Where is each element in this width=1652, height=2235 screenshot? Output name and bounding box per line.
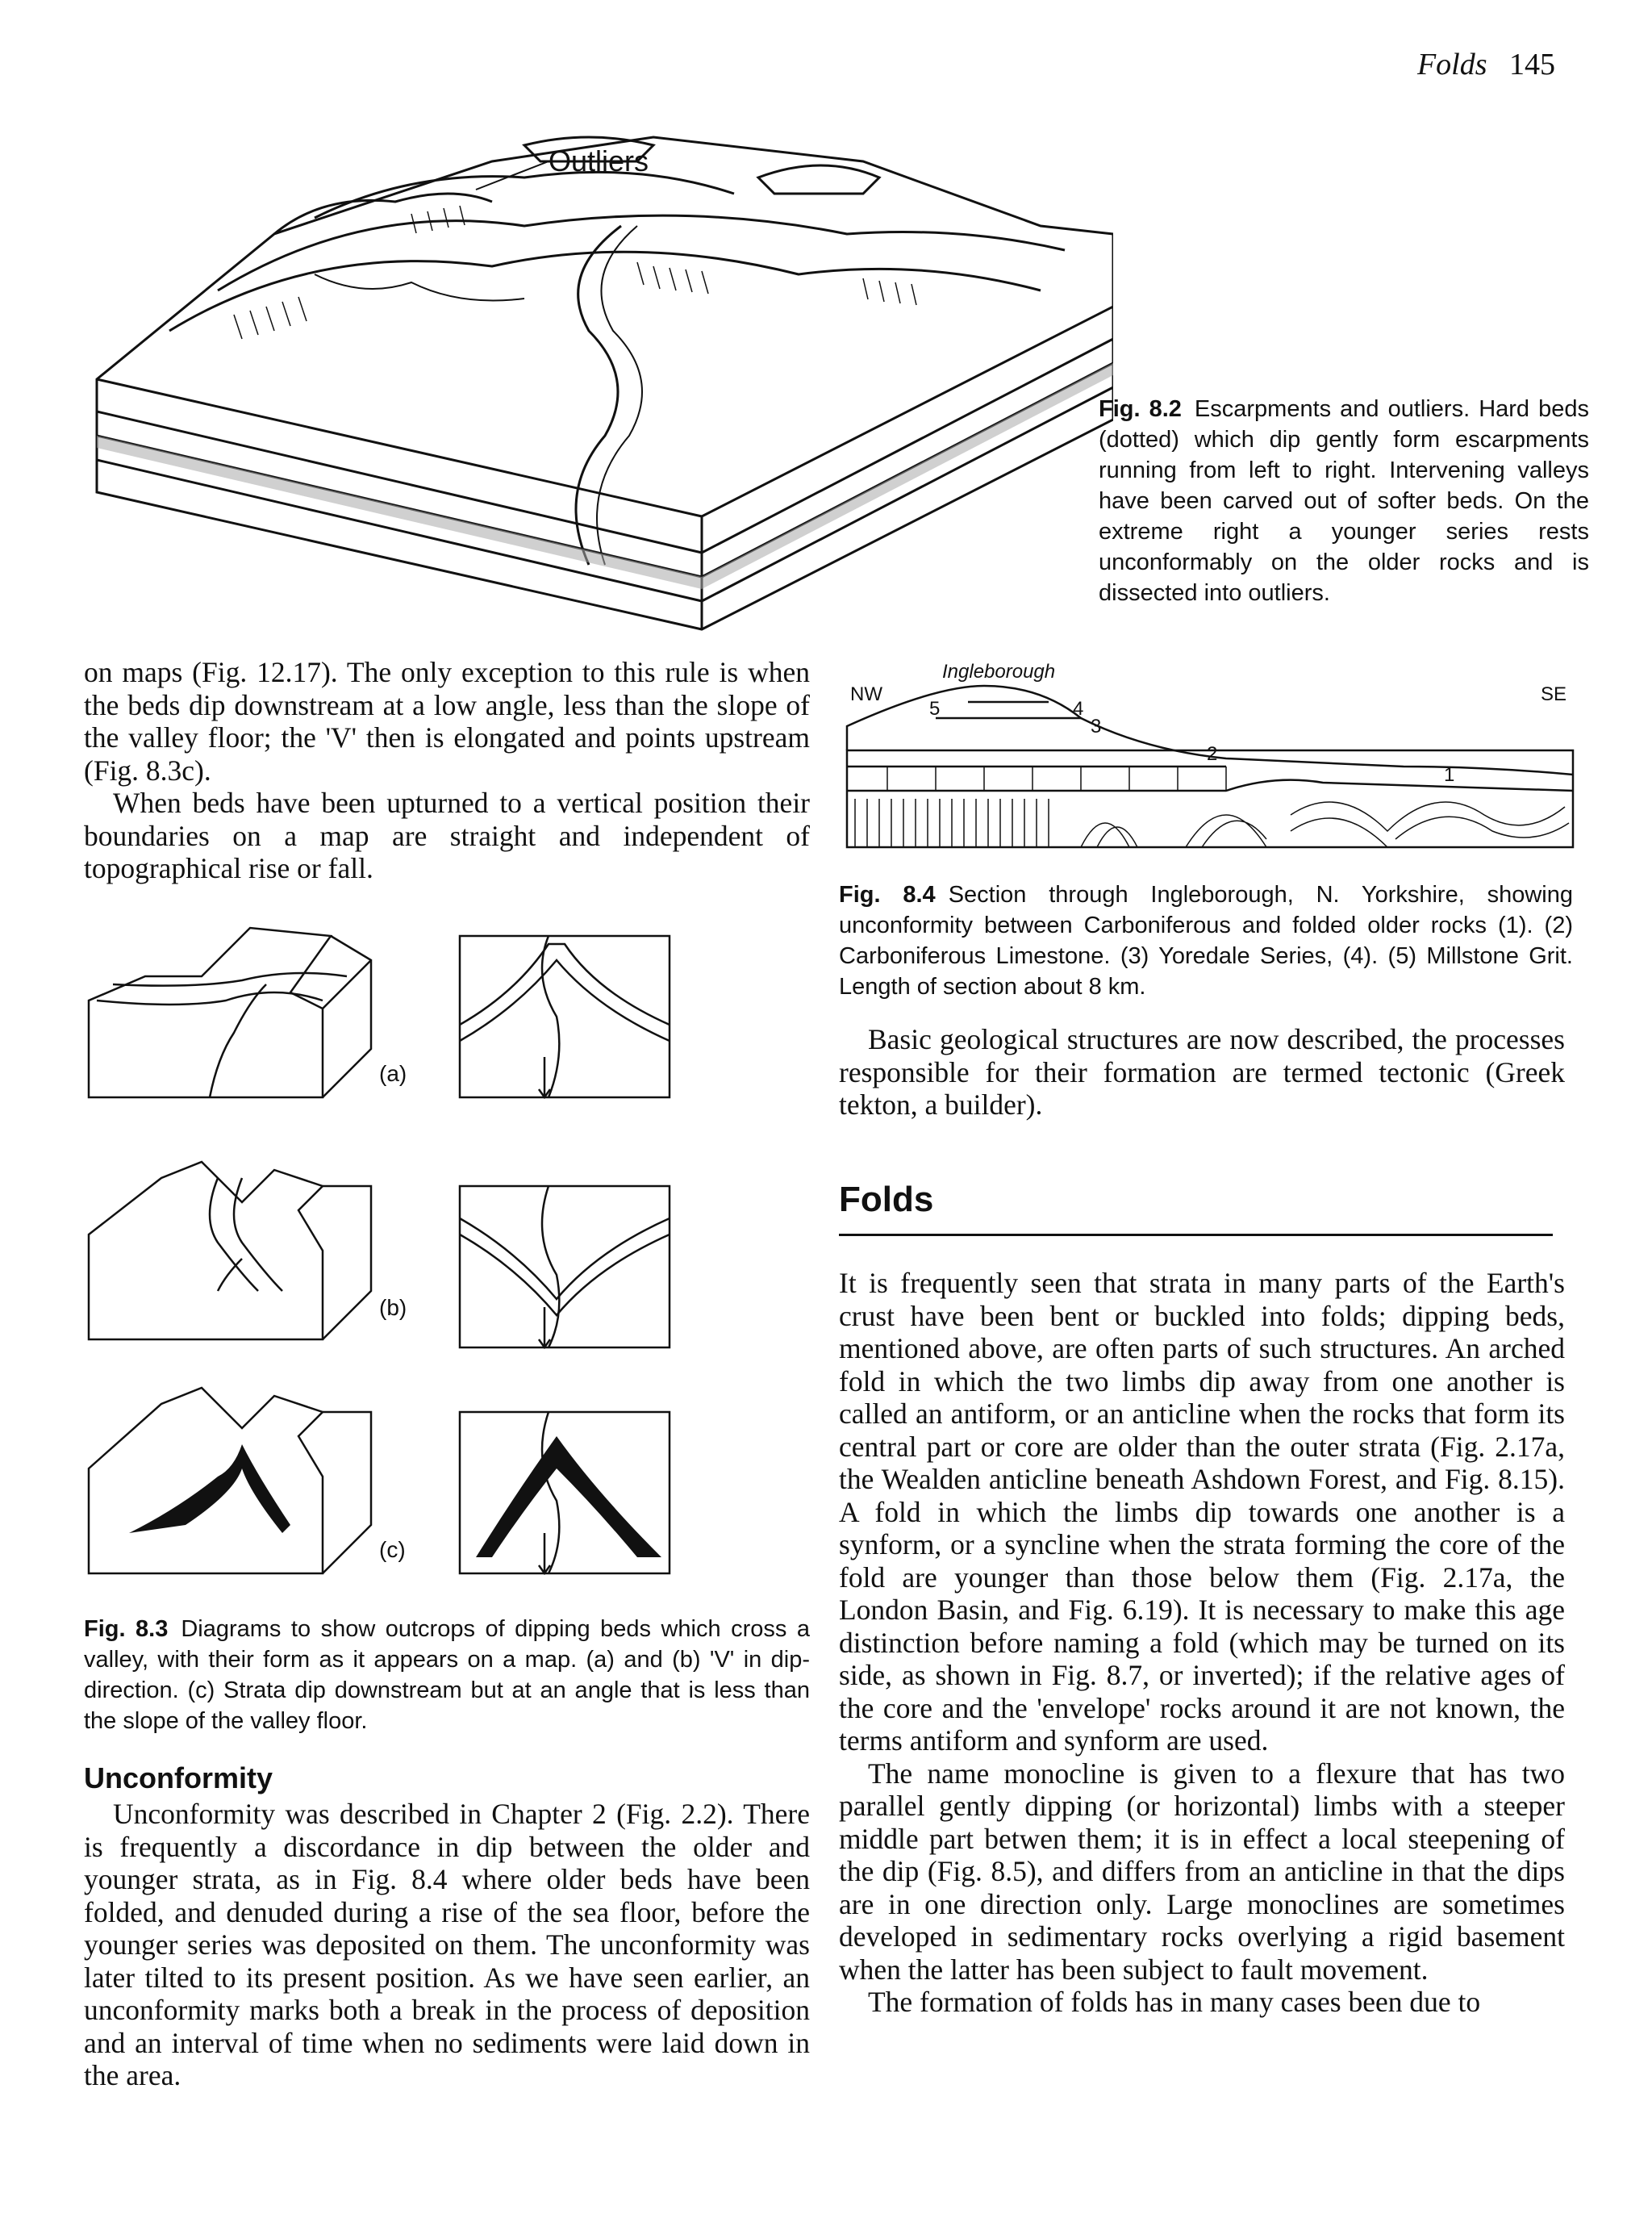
- block-c: [89, 1388, 323, 1573]
- label-nw: NW: [850, 683, 882, 705]
- fig-8-2-block-diagram: [73, 113, 1113, 645]
- running-head-title: Folds: [1416, 48, 1487, 81]
- paragraph: It is frequently seen that strata in many parts of the Earth's crust have been bent or buckled into folds; dipping beds, mentioned above, are often parts of such structures. An arched fold in which the two limbs dip away from one another is called an antiform, or an anticline when the rocks that form its central part or core are older than the outer strata (Fig. 2.17a, the Wealden anticline beneath Ashdown Forest, and Fig. 8.15). A fold in which the limbs dip towards one another is a synform, or a syncline when the strata forming the core of the fold are younger than those below them (Fig. 2.17a, the London Basin, and Fig. 6.19). It is necessary to make this age distinction before naming a fold (which may be turned on its side, as shown in Fig. 8.7, or inverted); if the relative ages of the core and the 'envelope' rocks around it are not known, the terms antiform and synform are used.: [839, 1267, 1565, 1757]
- fig-8-4-section: [839, 654, 1581, 855]
- paragraph: on maps (Fig. 12.17). The only exception to this rule is when the beds dip downstream at a low angle, less than the slope of the valley floor; the 'V' then is elongated and points upstream (Fig. 8.3c).: [84, 656, 810, 787]
- running-head: [1417, 47, 1555, 82]
- fig-8-2-caption: [1099, 394, 1589, 608]
- heading-folds: [839, 1180, 1553, 1236]
- paragraph: The formation of folds has in many cases been due to: [868, 1986, 1481, 2018]
- heading-unconformity: Unconformity: [84, 1761, 273, 1794]
- section-frame: [847, 750, 1573, 847]
- label-3: 3: [1091, 716, 1102, 737]
- label-b: (b): [379, 1295, 407, 1320]
- label-1: 1: [1444, 764, 1455, 786]
- label-5: 5: [929, 698, 941, 720]
- heading-folds-text: Folds: [839, 1180, 934, 1219]
- label-c: (c): [379, 1537, 406, 1562]
- fig-8-2-number: Fig. 8.2: [1099, 396, 1182, 422]
- fig-8-3-caption-text: Diagrams to show outcrops of dipping beds which cross a valley, with their form as it appears on a map. (a) and (b) 'V' in dip-direction. (c) Strata dip downstream but at an angle that is less than the slope of the valley floor.: [84, 1616, 810, 1734]
- paragraph: The name monocline is given to a flexure that has two parallel gently dipping (or horizontal) limbs with a steeper middle part betwen them; it is in effect a local steepening of the dip (Fig. 8.5), and differs from an anticline in that the dips are in one direction only. Large monoclines are sometimes developed in sedimentary rocks overlying a rigid basement when the latter has been subject to fault movement.: [839, 1757, 1565, 1986]
- fig-8-3-number: Fig. 8.3: [84, 1616, 169, 1642]
- label-a: (a): [379, 1061, 407, 1086]
- fig-8-4-caption-text: Section through Ingleborough, N. Yorkshire, showing unconformity between Carboniferous and folded older rocks (1). (2) Carboniferous Limestone. (3) Yoredale Series, (4). (5) Millstone Grit. Length of section about 8 km.: [839, 882, 1573, 1000]
- right-column-folds-text: [839, 1267, 1565, 2019]
- page-number: 145: [1509, 48, 1555, 81]
- fig-8-4-caption: [839, 879, 1573, 1002]
- block-top-edge: [97, 307, 1113, 516]
- fig-8-2-svg: [73, 113, 1113, 645]
- paragraph: Unconformity was described in Chapter 2 (Fig. 2.2). There is frequently a discordance in dip between the older and younger strata, as in Fig. 8.4 where older beds have been folded, and denuded during a rise of the sea floor, before the younger series was deposited on them. The unconformity was later tilted to its present position. As we have seen earlier, an unconformity marks both a break in the process of deposition and an interval of time when no sediments were laid down in the area.: [84, 1798, 810, 2091]
- label-ingleborough: Ingleborough: [942, 661, 1056, 683]
- label-2: 2: [1207, 743, 1218, 765]
- paragraph: Basic geological structures are now described, the processes responsible for their formation are termed tectonic (Greek tekton, a builder).: [839, 1023, 1565, 1121]
- fig-8-2-caption-text: Escarpments and outliers. Hard beds (dotted) which dip gently form escarpments running from left to right. Intervening valleys have been carved out of softer beds. On the extreme right a younger series rests unconformably on the older rocks and is dissected into outliers.: [1099, 396, 1589, 606]
- left-column-bottom-text: [84, 1798, 810, 2092]
- fig-8-4-svg: [839, 654, 1581, 855]
- fig-8-3-caption: [84, 1614, 810, 1736]
- label-4: 4: [1073, 698, 1084, 720]
- fig-8-3-diagrams: [81, 912, 807, 1581]
- right-column-intro: [839, 1023, 1565, 1122]
- block-b: [89, 1162, 323, 1339]
- fig-8-4-number: Fig. 8.4: [839, 882, 936, 908]
- label-se: SE: [1541, 683, 1567, 705]
- block-a: [89, 928, 331, 1097]
- fig-8-3-svg: [81, 912, 807, 1581]
- left-column-top-text: [84, 656, 810, 885]
- paragraph: When beds have been upturned to a vertical position their boundaries on a map are straight and independent of topographical rise or fall.: [84, 787, 810, 884]
- label-outliers: Outliers: [549, 144, 649, 178]
